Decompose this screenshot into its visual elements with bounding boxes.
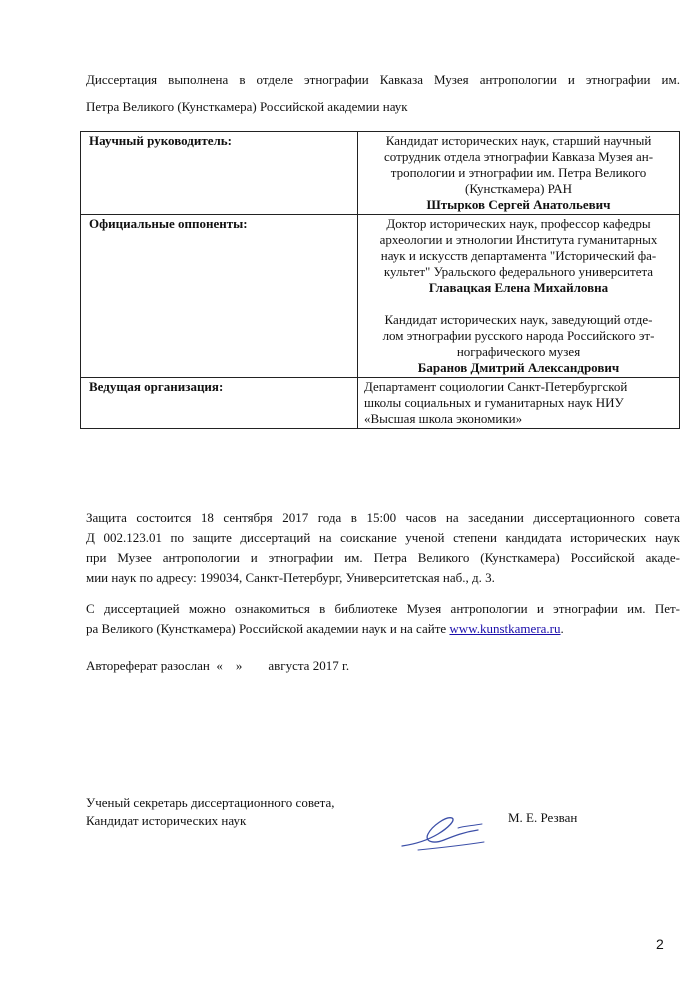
spacer [364, 296, 673, 312]
paragraph-line: при Музее антропологии и этнографии им. Петра Великого (Кунсткамера) Российской акаде- [86, 550, 680, 565]
description-line: тропологии и этнографии им. Петра Великого [390, 165, 647, 180]
signature-title-line: Кандидат исторических наук [86, 813, 247, 828]
library-paragraph [86, 599, 680, 639]
role-label: Официальные оппоненты: [81, 215, 358, 378]
description-line: лом этнографии русского народа Российского эт- [382, 328, 655, 343]
role-description [358, 215, 680, 378]
signature-title-line: Ученый секретарь диссертационного совета, [86, 795, 335, 810]
description-line: нографического музея [456, 344, 581, 359]
info-table [80, 131, 680, 429]
person-name: Баранов Дмитрий Александрович [417, 360, 620, 375]
role-label: Научный руководитель: [81, 132, 358, 215]
paragraph-line: мии наук по адресу: 199034, Санкт-Петербург, Университетская наб., д. 3. [86, 570, 495, 585]
website-link[interactable]: www.kunstkamera.ru [449, 621, 561, 636]
person-name: Штырков Сергей Анатольевич [426, 197, 611, 212]
table-row-opponents [81, 215, 680, 378]
signature-title [86, 794, 335, 830]
paragraph-line: С диссертацией можно ознакомиться в библиотеке Музея антропологии и этнографии им. Пет- [86, 601, 680, 616]
paragraph-line: Д 002.123.01 по защите диссертаций на соискание ученой степени кандидата исторических наук [86, 530, 680, 545]
paragraph-line [86, 619, 680, 639]
description-line: «Высшая школа экономики» [364, 411, 523, 426]
person-name: Главацкая Елена Михайловна [428, 280, 609, 295]
description-line: Доктор исторических наук, профессор кафедры [386, 216, 651, 231]
role-label: Ведущая организация: [81, 378, 358, 429]
dispatch-line: Автореферат разослан « » августа 2017 г. [86, 658, 350, 673]
description-line: культет" Уральского федерального университета [383, 264, 654, 279]
secretary-name: М. Е. Резван [508, 810, 578, 825]
description-line: Департамент социологии Санкт-Петербургской [364, 379, 628, 394]
handwritten-signature [398, 810, 488, 856]
paragraph-line: Защита состоится 18 сентября 2017 года в 15:00 часов на заседании диссертационного совета [86, 510, 680, 525]
description-line: сотрудник отдела этнографии Кавказа Музея ан- [383, 149, 654, 164]
description-line: Кандидат исторических наук, старший научный [385, 133, 652, 148]
page-number: 2 [656, 936, 664, 952]
table-row-leading [81, 378, 680, 429]
description-line: Кандидат исторических наук, заведующий отде- [384, 312, 653, 327]
description-line: школы социальных и гуманитарных наук НИУ [364, 395, 624, 410]
intro-line: Петра Великого (Кунсткамера) Российской академии наук [86, 99, 408, 114]
description-line: наук и искусств департамента "Исторический фа- [380, 248, 657, 263]
intro-line: Диссертация выполнена в отделе этнографии Кавказа Музея антропологии и этнографии им. [86, 72, 680, 87]
table-row-supervisor [81, 132, 680, 215]
intro-paragraph [86, 66, 680, 120]
description-line: археологии и этнологии Института гуманитарных [379, 232, 658, 247]
paragraph-text: ра Великого (Кунсткамера) Российской академии наук и на сайте [86, 621, 450, 636]
description-line: (Кунсткамера) РАН [464, 181, 572, 196]
paragraph-text: . [560, 621, 564, 636]
role-description [358, 132, 680, 215]
role-description [358, 378, 680, 429]
defense-paragraph [86, 508, 680, 588]
